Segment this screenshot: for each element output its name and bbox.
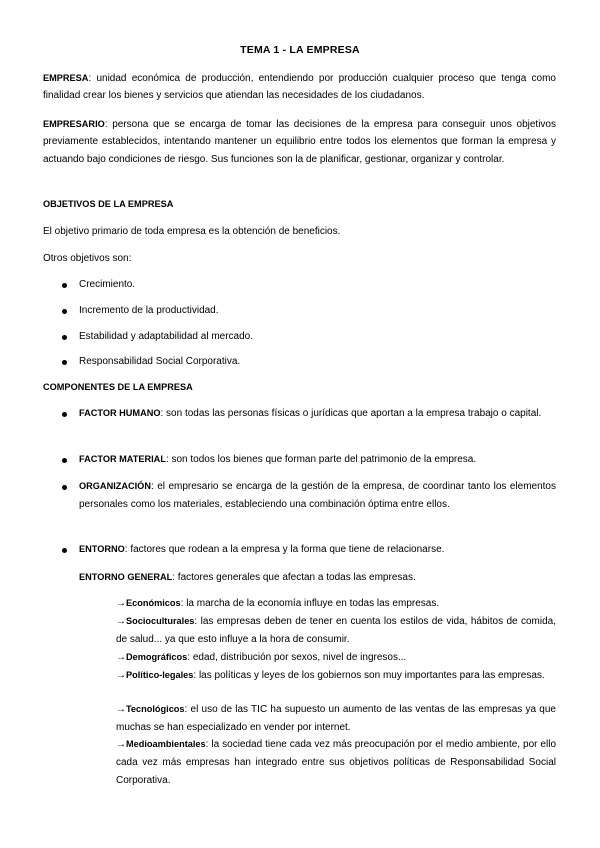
factor-text: : edad, distribución por sexos, nivel de ingresos... — [187, 652, 407, 663]
organizacion-term: ORGANIZACIÓN — [79, 481, 151, 491]
factor-economicos — [116, 595, 556, 613]
factor-socioculturales — [116, 613, 556, 649]
empresario-text: : persona que se encarga de tomar las decisiones de la empresa para conseguir unos objetivos previamente establecidos, intentando mantener un equilibrio entre todos los elementos que forman la empresa y actuando bajo condiciones de riesgo. Sus funciones son la de planificar, gestionar, organizar y controlar. — [43, 119, 556, 165]
factor-term: Demográficos — [126, 652, 188, 662]
factor-text: : la marcha de la economía influye en todas las empresas. — [180, 598, 440, 609]
otros-objetivos-intro: Otros objetivos son: — [43, 253, 132, 264]
bullet-icon — [62, 458, 67, 463]
entorno-term: ENTORNO — [79, 544, 125, 554]
factor-material-text: : son todos los bienes que forman parte del patrimonio de la empresa. — [165, 454, 477, 465]
bullet-icon — [62, 360, 67, 365]
empresa-text: : unidad económica de producción, entendiendo por producción cualquier proceso que tenga como finalidad crear los bienes y servicios que atiendan las necesidades de los ciudadanos. — [43, 73, 556, 102]
factor-term: Medioambientales — [126, 739, 206, 749]
page-title: TEMA 1 - LA EMPRESA — [240, 44, 360, 56]
factor-text: : la sociedad tiene cada vez más preocupación por el medio ambiente, por ello cada vez más empresas han integrado entre sus objetivos políticas de Responsabilidad Social Corporativa. — [116, 739, 556, 786]
empresa-definition — [43, 70, 556, 105]
factor-demograficos — [116, 649, 556, 667]
bullet-icon — [62, 283, 67, 288]
factor-text: : las empresas deben de tener en cuenta los estilos de vida, hábitos de comida, de salud... ya que esto influye a la hora de consumir. — [116, 616, 556, 645]
list-item — [79, 404, 556, 423]
empresa-term: EMPRESA — [43, 73, 89, 83]
factor-term: Socioculturales — [126, 616, 195, 626]
bullet-icon — [62, 548, 67, 553]
empresario-term: EMPRESARIO — [43, 119, 105, 129]
factor-term: Económicos — [126, 598, 181, 608]
empresario-definition — [43, 116, 556, 168]
bullet-icon — [62, 335, 67, 340]
list-item: Responsabilidad Social Corporativa. — [79, 356, 241, 367]
entorno-general-text: : factores generales que afectan a todas las empresas. — [172, 572, 416, 583]
list-item — [79, 450, 556, 469]
arrow-icon: → — [116, 598, 126, 609]
factor-politico-legales — [116, 667, 556, 685]
factor-tecnologicos — [116, 701, 556, 737]
factor-material-term: FACTOR MATERIAL — [79, 454, 166, 464]
entorno-general-term: ENTORNO GENERAL — [79, 572, 173, 582]
factor-text: : el uso de las TIC ha supuesto un aumento de las ventas de las empresas ya que muchas se han especializado en vender por internet. — [116, 704, 556, 733]
list-item: Incremento de la productividad. — [79, 305, 219, 316]
objetivos-heading: OBJETIVOS DE LA EMPRESA — [43, 199, 174, 209]
arrow-icon: → — [116, 616, 126, 627]
bullet-icon — [62, 412, 67, 417]
factor-humano-term: FACTOR HUMANO — [79, 408, 161, 418]
list-item: Crecimiento. — [79, 279, 136, 290]
bullet-icon — [62, 309, 67, 314]
bullet-icon — [62, 485, 67, 490]
arrow-icon: → — [116, 652, 126, 663]
arrow-icon: → — [116, 704, 126, 715]
arrow-icon: → — [116, 739, 126, 750]
list-item — [79, 477, 556, 514]
list-item: Estabilidad y adaptabilidad al mercado. — [79, 331, 253, 342]
componentes-heading: COMPONENTES DE LA EMPRESA — [43, 382, 193, 392]
entorno-general — [79, 570, 416, 585]
organizacion-text: : el empresario se encarga de la gestión de la empresa, de coordinar tanto los elementos personales como los materiales, estableciendo una combinación óptima entre ellos. — [79, 481, 556, 510]
arrow-icon: → — [116, 670, 126, 681]
objetivo-primario: El objetivo primario de toda empresa es la obtención de beneficios. — [43, 226, 341, 237]
list-item — [79, 540, 556, 559]
factor-humano-text: : son todas las personas físicas o jurídicas que aportan a la empresa trabajo o capital. — [160, 408, 542, 419]
factor-term: Tecnológicos — [126, 704, 185, 714]
factor-term: Político-legales — [126, 670, 194, 680]
factor-text: : las políticas y leyes de los gobiernos son muy importantes para las empresas. — [193, 670, 545, 681]
factor-medioambientales — [116, 736, 556, 789]
entorno-text: : factores que rodean a la empresa y la forma que tiene de relacionarse. — [124, 544, 445, 555]
